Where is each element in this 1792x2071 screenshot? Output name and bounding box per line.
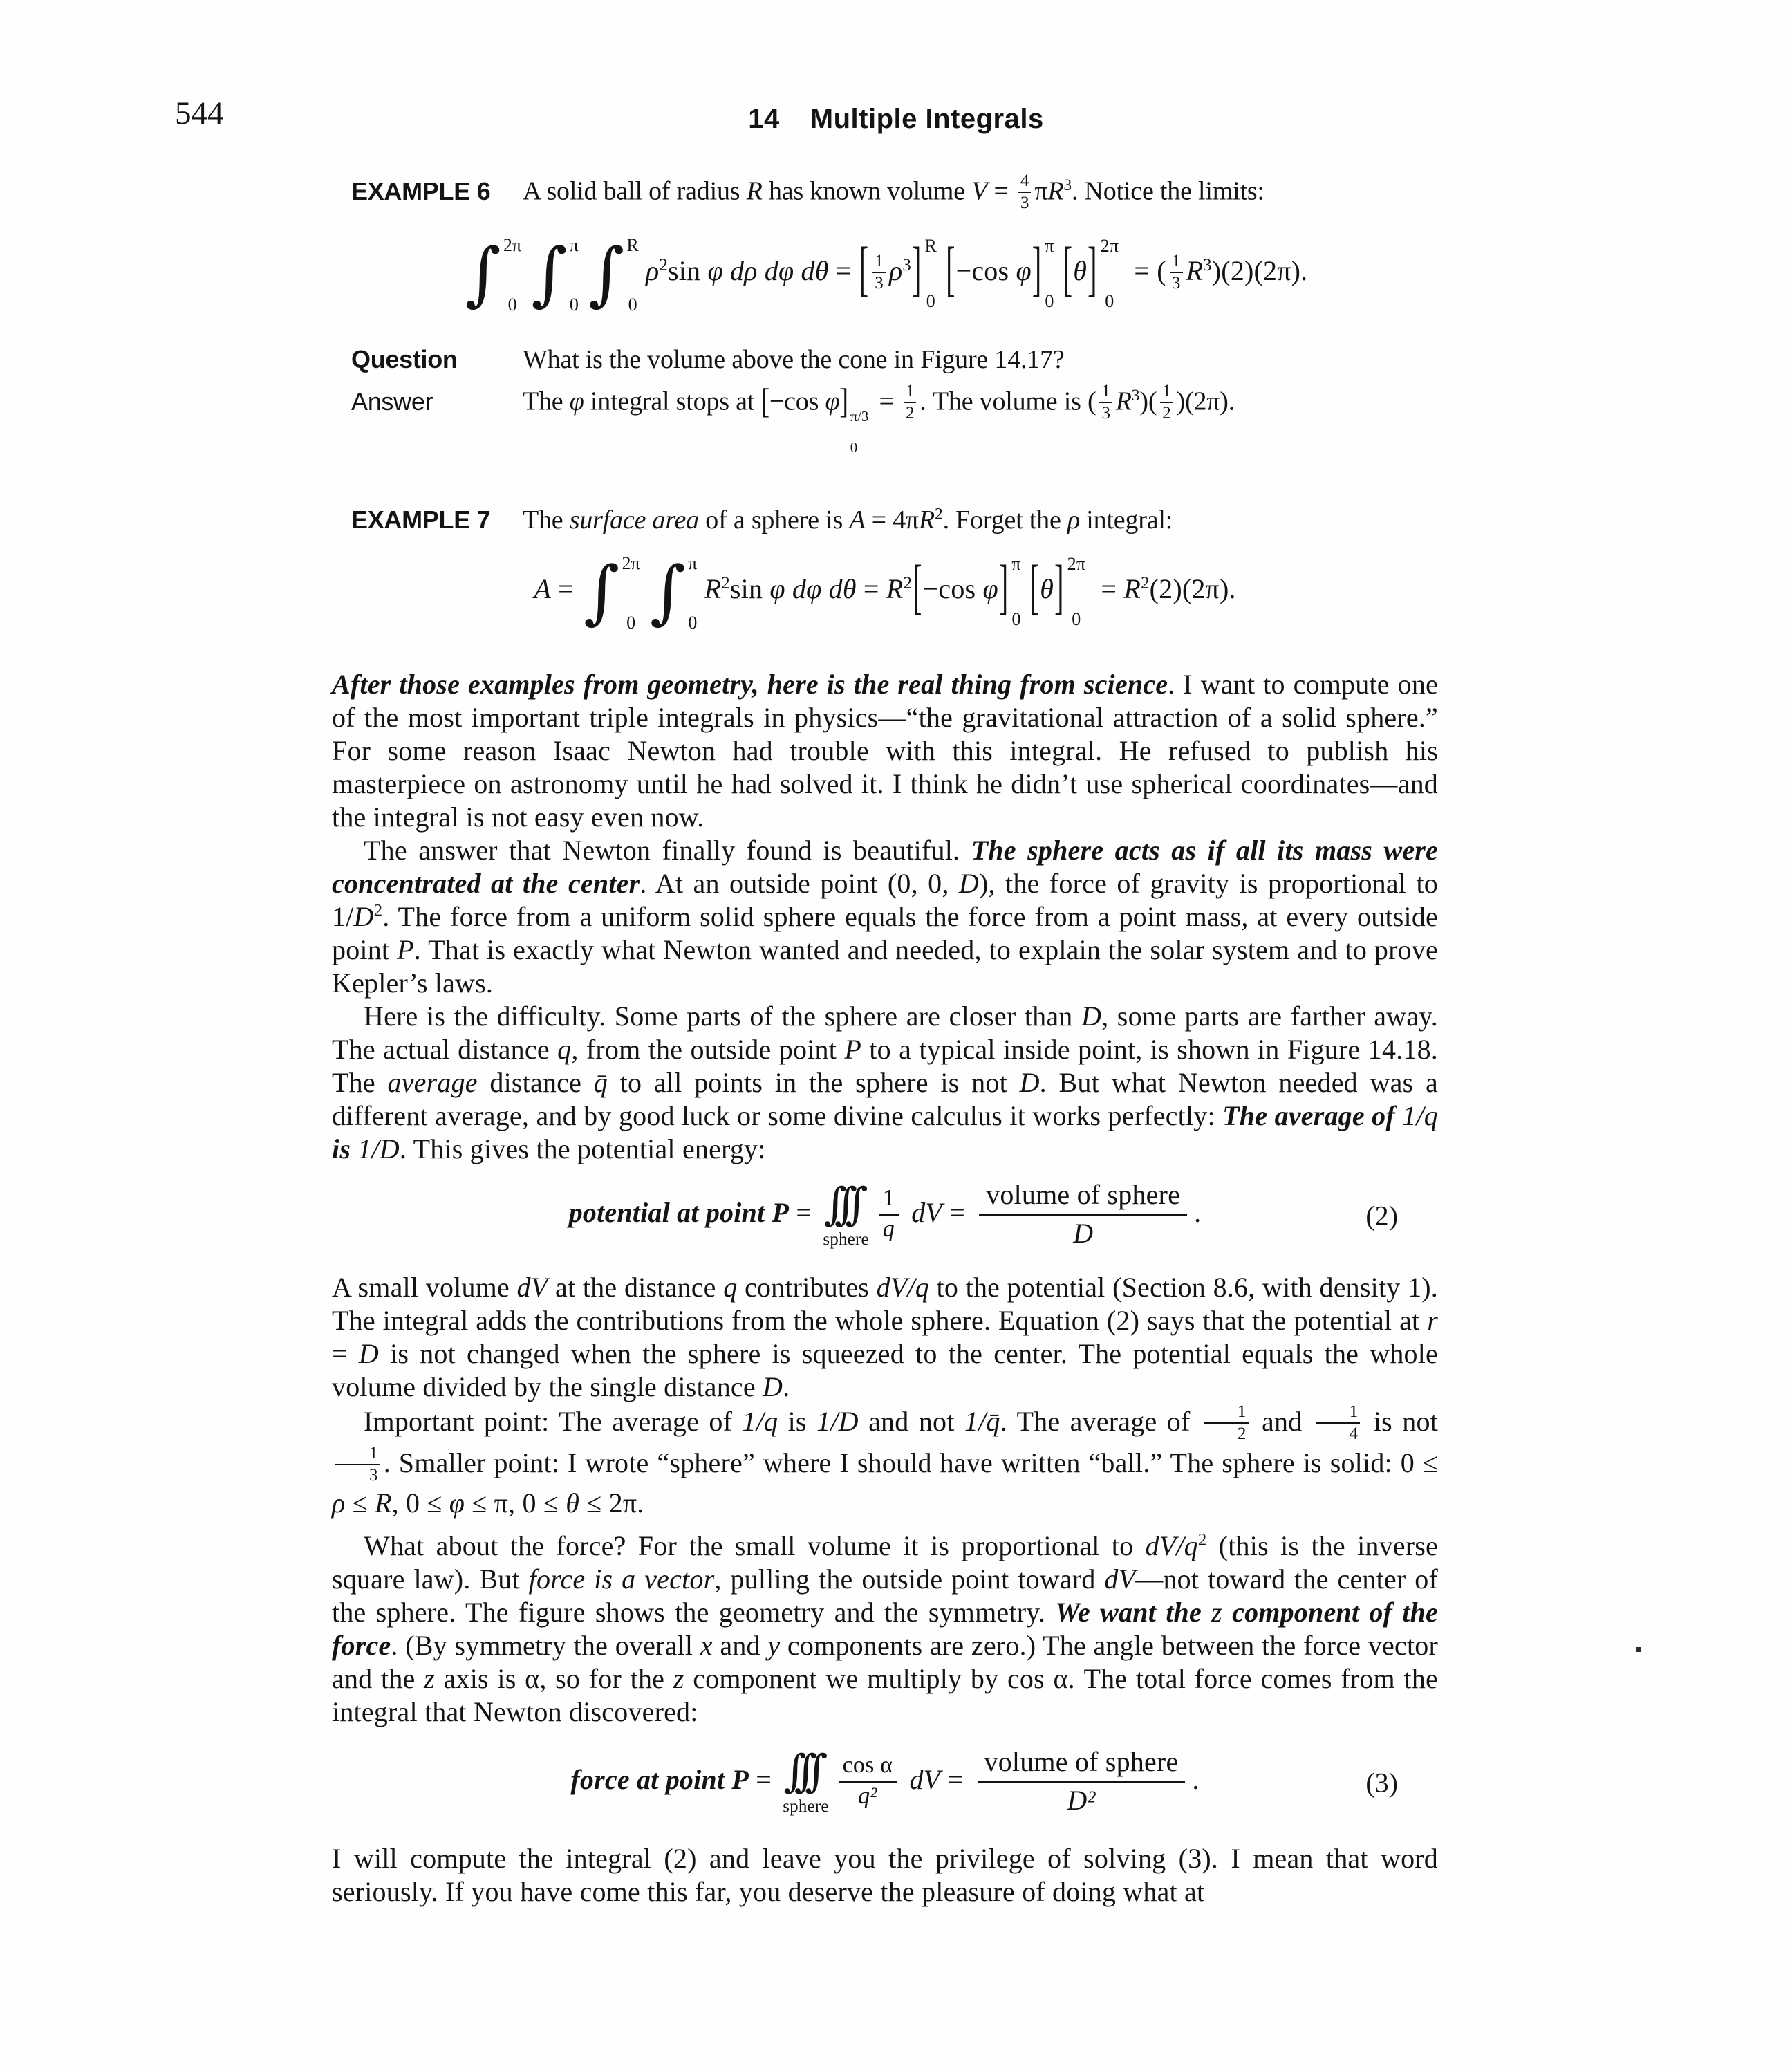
paragraph-after-examples: After those examples from geometry, here is the real thing from science. I want to compute one of the most important triple integrals in physics—“the gravitational attraction of a solid sphere.” For some reason Isaac Newton had trouble with this integral. He refused to publish his masterpiece on astronomy until he had solved it. I think he didn’t use spherical coordinates—and the integral is not easy even now.	[332, 668, 1438, 833]
answer-row	[351, 383, 1438, 455]
equation-force-line: force at point P = ∫∫∫ sphere $\frac{\text{cos α}}{\text{q²}}$ dV = $\frac{\text{volume of sphere}}{\text{D²}}$ .	[570, 1745, 1200, 1817]
example-7-row	[351, 503, 1438, 537]
paragraph-newton-answer: The answer that Newton finally found is beautiful. The sphere acts as if all its mass were concentrated at the center. At an outside point (0, 0, D), the force of gravity is proportional to $1/D^2$. The force from a uniform solid sphere equals the force from a point mass, at every outside point P. That is exactly what Newton wanted and needed, to explain the solar system and to prove Kepler’s laws.	[332, 834, 1439, 999]
paragraph-final: I will compute the integral (2) and leave you the privilege of solving (3). I mean that word seriously. If you have come this far, you deserve the pleasure of doing what at	[332, 1842, 1438, 1907]
answer-text: The φ integral stops at [−cos φ] π/3 0 = $\frac{1}{2}$ . The volume is ( $\frac{1}{3}$ $R^3$)( $\frac{1}{2}$ )(2π).	[523, 381, 1235, 456]
stray-mark	[1636, 1647, 1641, 1652]
paragraph-difficulty: Here is the difficulty. Some parts of the sphere are closer than D, some parts are farther away. The actual distance q, from the outside point P to a typical inside point, is shown in Figure 14.18. The average distance q̄ to all points in the sphere is not D. But what Newton needed was a different average, and by good luck or some divine calculus it works perfectly: The average of 1/q is 1/D. This gives the potential energy:	[332, 1000, 1438, 1164]
paragraph-important-point: Important point: The average of 1/q is 1/D and not 1/q̄. The average of $\frac{1}{2}$ and $\frac{1}{4}$ is not $\frac{1}{3}$ . Smaller point: I wrote “sphere” where I should have written “ball.” The sphere is solid: 0 ≤ ρ ≤ R, 0 ≤ φ ≤ π, 0 ≤ θ ≤ 2π.	[332, 1402, 1438, 1519]
example-6-label: EXAMPLE 6	[351, 176, 491, 205]
equation-potential	[332, 1180, 1438, 1252]
question-text: What is the volume above the cone in Figure 14.17?	[523, 345, 1065, 374]
equation-number-2: (2)	[1365, 1200, 1398, 1232]
equation-example-6-line: ∫ 2π 0 ∫ π 0 ∫ R 0 $\rho^2\sin$ φ dρ dφ dθ = [ $\frac{1}{3}$ $\rho^3$] R 0 [−cos φ] π 0 [θ] 2π 0 = ( $\frac{1}{3}$ $R^3)(2)(2\pi)$.	[465, 233, 1308, 315]
question-row	[351, 343, 1438, 376]
chapter-title: Multiple Integrals	[810, 104, 1044, 134]
page-content	[332, 0, 1438, 1909]
example-7-label: EXAMPLE 7	[351, 505, 491, 534]
question-label: Question	[351, 345, 458, 373]
example-6-text: A solid ball of radius R has known volume V = $\frac{4}{3}$ $\pi R^3$. Notice the limits:	[523, 171, 1264, 212]
equation-example-6	[332, 235, 1438, 313]
paragraph-force: What about the force? For the small volume it is proportional to $dV/q^2$ (this is the inverse square law). But force is a vector, pulling the outside point toward dV—not toward the center of the sphere. The figure shows the geometry and the symmetry. We want the z component of the force. (By symmetry the overall x and y components are zero.) The angle between the force vector and the z axis is α, so for the z component we multiply by cos α. The total force comes from the integral that Newton discovered:	[332, 1530, 1438, 1727]
page-number: 544	[175, 95, 224, 131]
equation-force	[332, 1747, 1438, 1819]
example-7-text: The surface area of a sphere is $A = 4\pi R^2$. Forget the ρ integral:	[523, 505, 1173, 535]
answer-label: Answer	[351, 387, 433, 416]
chapter-number: 14	[748, 104, 780, 134]
example-6-row	[351, 173, 1438, 214]
equation-example-7	[332, 550, 1438, 633]
paragraph-small-volume: A small volume dV at the distance q contributes dV/q to the potential (Section 8.6, with density 1). The integral adds the contributions from the whole sphere. Equation (2) says that the potential at r = D is not changed when the sphere is squeezed to the center. The potential equals the whole volume divided by the single distance D.	[332, 1271, 1438, 1402]
equation-example-7-line: A = ∫ 2π 0 ∫ π 0 $R^2\sin$ φ dφ $d\theta = R^2[-\cos$ φ] π 0 [θ] 2π 0 = $R^2(2)(2\pi)$.	[534, 550, 1236, 633]
equation-number-3: (3)	[1365, 1767, 1398, 1799]
equation-potential-line: potential at point P = ∫∫∫ sphere $\frac{1}{q}$ dV = $\frac{\text{volume of sphere}}{D}$ .	[568, 1178, 1202, 1250]
